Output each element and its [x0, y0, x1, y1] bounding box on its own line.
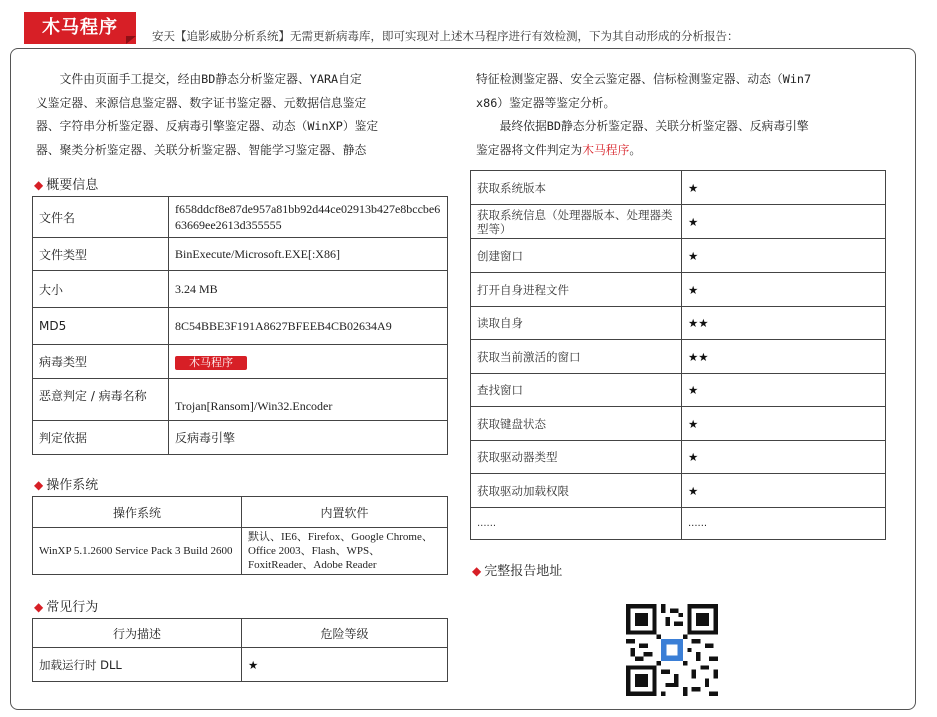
row-key: 病毒类型 — [33, 345, 169, 379]
behavior-desc: 获取系统版本 — [471, 171, 682, 205]
row-key: 文件类型 — [33, 238, 169, 271]
section-title: 操作系统 — [46, 478, 99, 493]
table-row — [471, 205, 886, 239]
danger-level: ★ — [682, 205, 886, 239]
conclusion-suffix: 。 — [629, 142, 642, 157]
table-row — [33, 379, 448, 421]
danger-level: ★ — [242, 648, 448, 682]
verdict-value: Trojan[Ransom]/Win32.Encoder — [169, 379, 448, 421]
danger-level: ★ — [682, 239, 886, 273]
software-value: 默认、IE6、Firefox、Google Chrome、Office 2003、Flash、WPS、FoxitReader、Adobe Reader — [242, 528, 448, 575]
column-header: 操作系统 — [33, 497, 242, 528]
behavior-table-continued — [470, 170, 886, 540]
behavior-desc: 查找窗口 — [471, 374, 682, 407]
table-row — [33, 238, 448, 271]
danger-level: ★ — [682, 407, 886, 441]
tag-fold — [126, 36, 136, 44]
table-row — [471, 239, 886, 273]
danger-level: ★ — [682, 171, 886, 205]
behavior-desc: 获取系统信息（处理器版本、处理器类型等） — [471, 205, 682, 239]
table-header-row — [33, 619, 448, 648]
column-header: 危险等级 — [242, 619, 448, 648]
row-key: MD5 — [33, 308, 169, 345]
paragraph-right — [476, 68, 890, 162]
table-header-row — [33, 497, 448, 528]
row-key: 大小 — [33, 271, 169, 308]
basis-value: 反病毒引擎 — [169, 421, 448, 455]
md5-value: 8C54BBE3F191A8627BFEEB4CB02634A9 — [169, 308, 448, 345]
row-key: 判定依据 — [33, 421, 169, 455]
overview-table — [32, 196, 448, 455]
paragraph-left — [36, 68, 450, 162]
file-type-value: BinExecute/Microsoft.EXE[:X86] — [169, 238, 448, 271]
diamond-icon: ◆ — [34, 600, 44, 614]
behavior-desc: 获取键盘状态 — [471, 407, 682, 441]
behavior-desc: 打开自身进程文件 — [471, 273, 682, 307]
section-overview — [34, 174, 98, 193]
paragraph-line: 义鉴定器、来源信息鉴定器、数字证书鉴定器、元数据信息鉴定 — [36, 95, 367, 110]
os-table — [32, 496, 448, 575]
diamond-icon: ◆ — [472, 564, 482, 578]
table-row — [33, 648, 448, 682]
behavior-desc: 获取当前激活的窗口 — [471, 340, 682, 374]
table-row — [471, 273, 886, 307]
conclusion-verdict: 木马程序 — [582, 142, 630, 157]
table-row — [33, 271, 448, 308]
behavior-desc: 创建窗口 — [471, 239, 682, 273]
section-title: 概要信息 — [46, 178, 99, 193]
table-row — [33, 421, 448, 455]
behavior-table — [32, 618, 448, 682]
conclusion-prefix: 鉴定器将文件判定为 — [476, 142, 583, 157]
os-value: WinXP 5.1.2600 Service Pack 3 Build 2600 — [33, 528, 242, 575]
behavior-desc: 读取自身 — [471, 307, 682, 340]
danger-level: ★ — [682, 273, 886, 307]
diamond-icon: ◆ — [34, 478, 44, 492]
paragraph-conclusion — [476, 139, 890, 163]
table-row — [471, 474, 886, 508]
diamond-icon: ◆ — [34, 178, 44, 192]
table-row — [33, 197, 448, 238]
danger-level: ★★ — [682, 340, 886, 374]
table-row — [471, 508, 886, 540]
intro-text: 安天【追影威胁分析系统】无需更新病毒库，即可实现对上述木马程序进行有效检测，下为其自动形成的分析报告： — [152, 29, 739, 43]
table-row — [471, 171, 886, 205]
behavior-desc: ...... — [471, 508, 682, 540]
size-value: 3.24 MB — [169, 271, 448, 308]
paragraph-line: 器、聚类分析鉴定器、关联分析鉴定器、智能学习鉴定器、静态 — [36, 142, 367, 157]
paragraph-line: 最终依据BD静态分析鉴定器、关联分析鉴定器、反病毒引擎 — [476, 119, 809, 133]
section-title: 完整报告地址 — [484, 564, 563, 579]
table-row — [471, 441, 886, 474]
paragraph-line: x86）鉴定器等鉴定分析。 — [476, 95, 616, 110]
table-row — [471, 307, 886, 340]
column-header: 行为描述 — [33, 619, 242, 648]
behavior-desc: 获取驱动器类型 — [471, 441, 682, 474]
qr-code[interactable] — [626, 604, 718, 696]
section-os — [34, 474, 98, 493]
danger-level: ★ — [682, 374, 886, 407]
column-header: 内置软件 — [242, 497, 448, 528]
section-title: 常见行为 — [46, 600, 99, 615]
paragraph-line: 器、字符串分析鉴定器、反病毒引擎鉴定器、动态（WinXP）鉴定 — [36, 119, 379, 133]
paragraph-line: 特征检测鉴定器、安全云鉴定器、信标检测鉴定器、动态（Win7 — [476, 72, 812, 86]
table-row — [471, 374, 886, 407]
row-key: 文件名 — [33, 197, 169, 238]
danger-level: ...... — [682, 508, 886, 540]
table-row — [33, 528, 448, 575]
section-report — [472, 560, 562, 579]
danger-level: ★★ — [682, 307, 886, 340]
virus-type-badge: 木马程序 — [175, 356, 247, 370]
paragraph-line: 文件由页面手工提交，经由BD静态分析鉴定器、YARA自定 — [36, 72, 362, 86]
table-row — [471, 407, 886, 441]
behavior-desc: 获取驱动加载权限 — [471, 474, 682, 508]
category-tag: 木马程序 — [24, 12, 136, 44]
row-key: 恶意判定 / 病毒名称 — [33, 379, 169, 421]
danger-level: ★ — [682, 474, 886, 508]
table-row — [33, 308, 448, 345]
section-behavior — [34, 596, 98, 615]
behavior-desc: 加载运行时 DLL — [33, 648, 242, 682]
danger-level: ★ — [682, 441, 886, 474]
file-name-value: f658ddcf8e87de957a81bb92d44ce02913b427e8bccbe663669ee2613d355555 — [169, 197, 448, 238]
table-row — [33, 345, 448, 379]
table-row — [471, 340, 886, 374]
